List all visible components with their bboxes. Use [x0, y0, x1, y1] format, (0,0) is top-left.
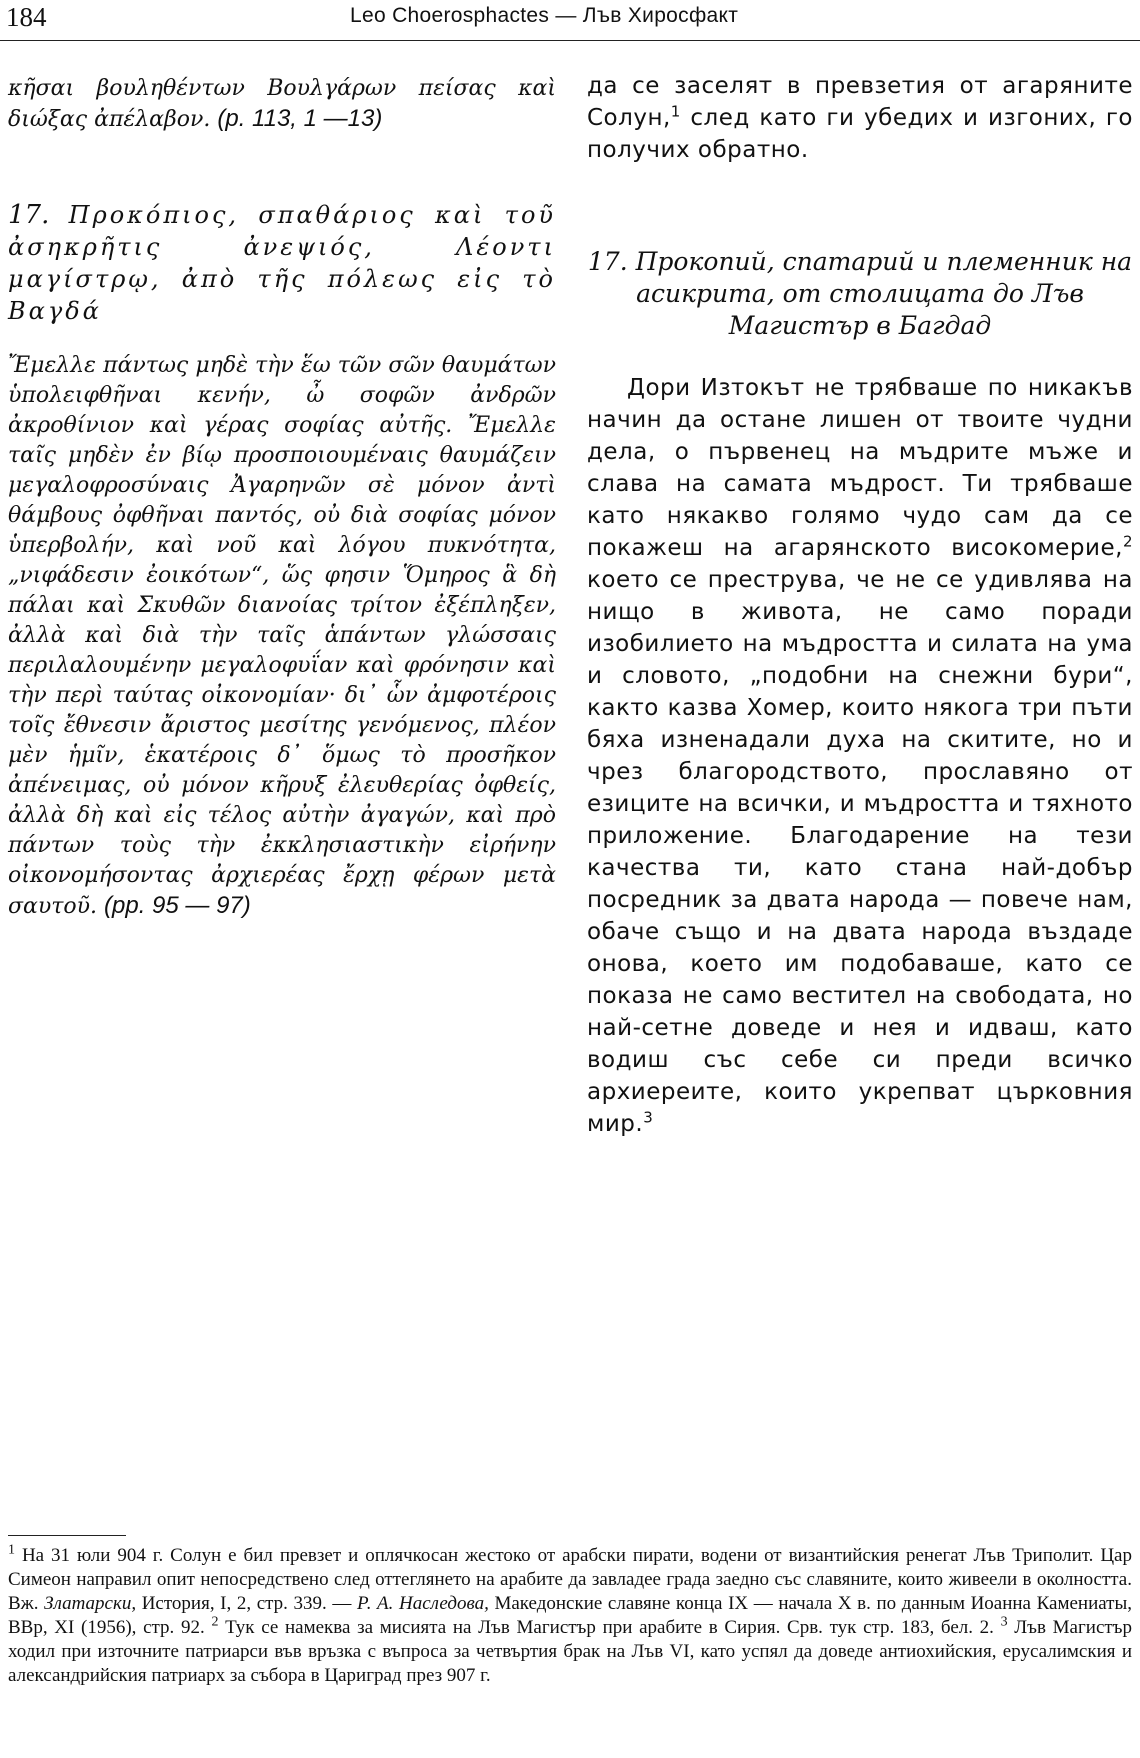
greek-letter-heading [8, 199, 556, 327]
footnote-1-text-a: На 31 юли 904 г. Солун е бил превзет и оплячкосан жестоко от арабски пирати, водени от византийския ренегат Лъв Триполит. Цар Симеон направил опит непосредствено след оттеглянето на арабите да завладее града заедно със славяните, които живеели в околността. Вж. [8, 1545, 1132, 1614]
greek-column [8, 74, 556, 922]
footnote-2-number: 2 [211, 1614, 219, 1630]
footnote-2-text: Тук се намеква за мисията на Лъв Магистър при арабите в Сирия. Срв. тук стр. 183, бел. 2. [218, 1617, 994, 1638]
greek-body-text: Ἔμελλε πάντως μηδὲ τὴν ἕω τῶν σῶν θαυμάτων ὑπολειφθῆναι κενήν, ὦ σοφῶν ἀνδρῶν ἀκροθίνιον καὶ γέρας σοφίας αὐτῆς. Ἔμελλε ταῖς μηδὲν ἐν βίῳ προσποιουμέναις θαυμάζειν μεγαλοφροσύναις Ἀγαρηνῶν σὲ μόνον ἀντὶ θάμβους ὀφθῆναι παντός, οὐ διὰ σοφίας μόνον ὑπερβολήν, καὶ νοῦ καὶ λόγου πυκνότητα, „νιφάδεσιν ἐοικότων“, ὥς φησιν Ὅμηρος ἃ δὴ πάλαι καὶ Σκυθῶν διανοίας τρίτον ἐξέπληξεν, ἀλλὰ καὶ διὰ τὴν ταῖς ἁπάντων γλώσσαις περιλαλουμένην μεγαλοφυΐαν καὶ φρόνησιν καὶ τὴν περὶ ταύτας οἰκονομίαν· δι᾽ ὧν ἀμφοτέροις τοῖς ἔθνεσιν ἄριστος μεσίτης γενόμενος, πλέον μὲν ἡμῖν, ἑκατέροις δ᾽ ὅμως τὸ προσῆκον ἀπένειμας, οὐ μόνον κῆρυξ ἐλευθερίας ὀφθείς, ἀλλὰ δὴ καὶ εἰς τέλος αὐτὴν ἀγαγών, καὶ πρὸ πάντων τοὺς τὴν ἐκκλησιαστικὴν εἰρήνην οἰκονομήσοντας ἀρχιερέας ἔρχῃ φέρων μετὰ σαυτοῦ. [8, 353, 556, 919]
page-header [0, 0, 1140, 41]
page-number: 184 [6, 2, 47, 32]
footnote-1-author-1: Златарски, [44, 1593, 137, 1614]
footnote-ref-2[interactable]: 2 [1122, 532, 1133, 551]
footnote-divider [8, 1535, 126, 1536]
running-title: Leo Choerosphactes — Лъв Хиросфакт [350, 4, 739, 27]
greek-previous-reference: (p. 113, 1 —13) [217, 105, 383, 132]
greek-previous-text: κῆσαι βουληθέντων Βουλγάρων πείσας καὶ διώξας ἀπέλαβον. [8, 76, 556, 132]
footnote-ref-3[interactable]: 3 [643, 1108, 654, 1127]
bulgarian-letter-body [587, 372, 1133, 1140]
bulgarian-previous-fragment [587, 70, 1133, 166]
bulgarian-previous-text-b: след като ги убедих и изгоних, го получих обратно. [587, 105, 1133, 163]
footnote-3-number: 3 [1000, 1614, 1008, 1630]
bulgarian-body-text-a: Дори Изтокът не трябваше по никакъв начин да остане лишен от твоите чудни дела, о първенец на мъдрите мъже и слава на самата мъдрост. Ти трябваше като някакво голямо чудо сам да се покажеш на агарянското високомерие, [587, 375, 1133, 561]
bulgarian-previous-text-a: да се заселят в превзетия от агаряните Солун, [587, 73, 1133, 131]
footnotes [8, 1544, 1132, 1688]
greek-letter-body [8, 351, 556, 922]
greek-body-reference: (pp. 95 — 97) [104, 892, 251, 919]
bulgarian-body-text-b: което се преструва, че не се удивлява на нищо в живота, не само поради изобилието на мъдростта и силата на ума и словото, „подобни на снежни бури“, както казва Хомер, които някога три пъти бяха изненадали духа на скитите, но и чрез благородството, прославяно от езиците на всички, и мъдростта и тяхното приложение. Благодарение на тези качества ти, като стана най-добър посредник за двата народа — повече нам, обаче също и на двата народа въздаде онова, което им подобаваше, като се показа не само вестител на свободата, но най-сетне доведе и нея и идваш, като водиш със себе си преди всичко архиереите, които укрепват църковния мир. [587, 567, 1133, 1137]
bulgarian-column [587, 70, 1133, 1140]
bulgarian-letter-heading: 17. Прокопий, спатарий и племенник на асикрита, от столицата до Лъв Магистър в Багдад [587, 247, 1133, 340]
footnote-1-author-2: Р. А. Наследова, [356, 1593, 489, 1614]
greek-letter-title: Προκόπιος, σπαθάριος καὶ τοῦ ἀσηκρῆτις ἀνεψιός, Λέοντι μαγίστρῳ, ἀπὸ τῆς πόλεως εἰς τὸ Βαγδά [8, 201, 556, 325]
greek-previous-fragment [8, 74, 556, 135]
footnote-1-number: 1 [8, 1542, 15, 1558]
footnote-ref-1[interactable]: 1 [670, 102, 681, 121]
greek-letter-number: 17. [8, 200, 50, 230]
footnote-3-text: Лъв Магистър ходил при източните патриарси във връзка с въпроса за четвъртия брак на Лъв VI, като успял да доведе антиохийския, ерусалимския и александрийския патриарх за събора в Цариград през 907 г. [8, 1617, 1133, 1686]
footnote-1-text-b: История, I, 2, стр. 339. — [136, 1593, 357, 1614]
footnote-1-text-c: Македонские славяне конца IX — начала X в. по данным Иоанна Камениаты, ВВр, XI (1956), стр. 92. [8, 1593, 1132, 1638]
